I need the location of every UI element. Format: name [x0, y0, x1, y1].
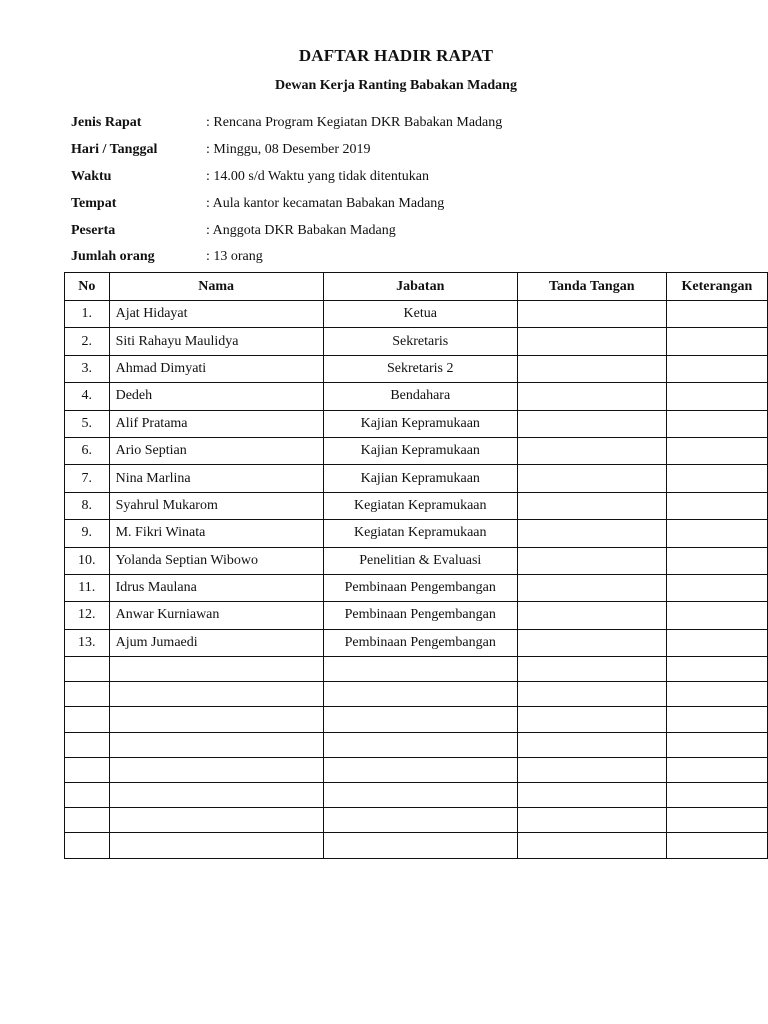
cell-jabatan: Kajian Kepramukaan — [323, 437, 517, 464]
cell-jabatan: Sekretaris 2 — [323, 355, 517, 382]
table-row — [65, 383, 768, 410]
table-row — [65, 629, 768, 656]
cell-nama: M. Fikri Winata — [109, 520, 323, 547]
table-row — [65, 465, 768, 492]
info-value: : 14.00 s/d Waktu yang tidak ditentukan — [206, 168, 429, 184]
info-row — [71, 164, 731, 191]
cell-tanda-tangan — [517, 383, 666, 410]
cell-no: 1. — [65, 301, 110, 328]
cell-jabatan — [323, 833, 517, 858]
empty-table-row — [65, 682, 768, 707]
cell-jabatan: Sekretaris — [323, 328, 517, 355]
cell-jabatan — [323, 657, 517, 682]
cell-no — [65, 707, 110, 732]
info-row — [71, 190, 731, 217]
cell-jabatan: Kajian Kepramukaan — [323, 410, 517, 437]
table-row — [65, 574, 768, 601]
cell-nama: Anwar Kurniawan — [109, 602, 323, 629]
cell-jabatan: Kegiatan Kepramukaan — [323, 520, 517, 547]
info-label: Hari / Tanggal — [71, 142, 158, 158]
info-label: Tempat — [71, 195, 117, 211]
table-row — [65, 547, 768, 574]
cell-tanda-tangan — [517, 492, 666, 519]
cell-jabatan: Kegiatan Kepramukaan — [323, 492, 517, 519]
cell-nama: Ario Septian — [109, 437, 323, 464]
empty-table-row — [65, 732, 768, 757]
empty-table-row — [65, 707, 768, 732]
cell-tanda-tangan — [517, 757, 666, 782]
cell-nama — [109, 657, 323, 682]
header-jabatan: Jabatan — [323, 273, 517, 301]
cell-jabatan: Pembinaan Pengembangan — [323, 574, 517, 601]
header-no: No — [65, 273, 110, 301]
info-row — [71, 217, 731, 244]
cell-keterangan — [666, 629, 767, 656]
table-header-row — [65, 273, 768, 301]
info-value: : Minggu, 08 Desember 2019 — [206, 142, 371, 158]
cell-tanda-tangan — [517, 574, 666, 601]
cell-keterangan — [666, 602, 767, 629]
cell-tanda-tangan — [517, 465, 666, 492]
cell-keterangan — [666, 492, 767, 519]
cell-keterangan — [666, 707, 767, 732]
cell-keterangan — [666, 574, 767, 601]
cell-nama: Ajum Jumaedi — [109, 629, 323, 656]
cell-no: 7. — [65, 465, 110, 492]
empty-table-row — [65, 833, 768, 858]
table-row — [65, 355, 768, 382]
cell-jabatan: Ketua — [323, 301, 517, 328]
cell-nama — [109, 833, 323, 858]
cell-tanda-tangan — [517, 732, 666, 757]
cell-keterangan — [666, 355, 767, 382]
cell-no — [65, 808, 110, 833]
cell-no: 9. — [65, 520, 110, 547]
cell-keterangan — [666, 383, 767, 410]
info-value: : Aula kantor kecamatan Babakan Madang — [206, 195, 445, 211]
cell-nama: Nina Marlina — [109, 465, 323, 492]
cell-tanda-tangan — [517, 355, 666, 382]
cell-jabatan — [323, 783, 517, 808]
attendance-table — [64, 272, 768, 859]
cell-nama — [109, 682, 323, 707]
cell-tanda-tangan — [517, 328, 666, 355]
cell-tanda-tangan — [517, 833, 666, 858]
cell-tanda-tangan — [517, 410, 666, 437]
cell-keterangan — [666, 328, 767, 355]
cell-nama: Yolanda Septian Wibowo — [109, 547, 323, 574]
cell-keterangan — [666, 833, 767, 858]
cell-no — [65, 757, 110, 782]
info-row — [71, 244, 731, 271]
cell-jabatan — [323, 682, 517, 707]
cell-no — [65, 657, 110, 682]
cell-keterangan — [666, 520, 767, 547]
info-row — [71, 110, 731, 137]
cell-nama — [109, 808, 323, 833]
cell-no — [65, 833, 110, 858]
cell-nama — [109, 757, 323, 782]
cell-jabatan: Pembinaan Pengembangan — [323, 629, 517, 656]
cell-tanda-tangan — [517, 707, 666, 732]
cell-no: 3. — [65, 355, 110, 382]
cell-jabatan: Penelitian & Evaluasi — [323, 547, 517, 574]
header-tanda-tangan: Tanda Tangan — [517, 273, 666, 301]
cell-nama: Alif Pratama — [109, 410, 323, 437]
cell-nama — [109, 783, 323, 808]
cell-tanda-tangan — [517, 520, 666, 547]
table-row — [65, 602, 768, 629]
cell-tanda-tangan — [517, 629, 666, 656]
cell-keterangan — [666, 547, 767, 574]
cell-jabatan — [323, 808, 517, 833]
cell-no: 10. — [65, 547, 110, 574]
meeting-info — [71, 110, 731, 271]
cell-jabatan: Kajian Kepramukaan — [323, 465, 517, 492]
info-value: : 13 orang — [206, 249, 263, 265]
cell-keterangan — [666, 437, 767, 464]
cell-tanda-tangan — [517, 547, 666, 574]
table-row — [65, 437, 768, 464]
info-label: Jumlah orang — [71, 249, 155, 265]
cell-no — [65, 732, 110, 757]
header-nama: Nama — [109, 273, 323, 301]
cell-keterangan — [666, 783, 767, 808]
cell-tanda-tangan — [517, 783, 666, 808]
cell-nama: Dedeh — [109, 383, 323, 410]
cell-tanda-tangan — [517, 301, 666, 328]
header-keterangan: Keterangan — [666, 273, 767, 301]
cell-no: 13. — [65, 629, 110, 656]
table-row — [65, 520, 768, 547]
info-value: : Anggota DKR Babakan Madang — [206, 222, 396, 238]
cell-keterangan — [666, 465, 767, 492]
cell-keterangan — [666, 808, 767, 833]
cell-no: 8. — [65, 492, 110, 519]
cell-tanda-tangan — [517, 437, 666, 464]
info-row — [71, 137, 731, 164]
cell-keterangan — [666, 682, 767, 707]
cell-tanda-tangan — [517, 657, 666, 682]
table-row — [65, 410, 768, 437]
cell-tanda-tangan — [517, 808, 666, 833]
cell-tanda-tangan — [517, 602, 666, 629]
cell-nama: Ajat Hidayat — [109, 301, 323, 328]
info-label: Jenis Rapat — [71, 115, 142, 131]
table-row — [65, 328, 768, 355]
info-label: Waktu — [71, 168, 112, 184]
cell-no: 11. — [65, 574, 110, 601]
empty-table-row — [65, 657, 768, 682]
cell-nama — [109, 707, 323, 732]
cell-no: 4. — [65, 383, 110, 410]
cell-nama — [109, 732, 323, 757]
cell-jabatan: Pembinaan Pengembangan — [323, 602, 517, 629]
cell-jabatan: Bendahara — [323, 383, 517, 410]
cell-no: 2. — [65, 328, 110, 355]
cell-keterangan — [666, 657, 767, 682]
cell-no — [65, 682, 110, 707]
info-label: Peserta — [71, 222, 116, 238]
cell-nama: Siti Rahayu Maulidya — [109, 328, 323, 355]
cell-no — [65, 783, 110, 808]
cell-keterangan — [666, 410, 767, 437]
cell-jabatan — [323, 757, 517, 782]
cell-jabatan — [323, 707, 517, 732]
cell-nama: Idrus Maulana — [109, 574, 323, 601]
cell-no: 6. — [65, 437, 110, 464]
table-row — [65, 492, 768, 519]
cell-jabatan — [323, 732, 517, 757]
document-subtitle: Dewan Kerja Ranting Babakan Madang — [275, 78, 517, 93]
cell-keterangan — [666, 757, 767, 782]
cell-keterangan — [666, 732, 767, 757]
empty-table-row — [65, 757, 768, 782]
document-title: DAFTAR HADIR RAPAT — [298, 46, 494, 65]
table-body — [65, 301, 768, 859]
table-row — [65, 301, 768, 328]
cell-nama: Syahrul Mukarom — [109, 492, 323, 519]
cell-tanda-tangan — [517, 682, 666, 707]
cell-no: 12. — [65, 602, 110, 629]
cell-no: 5. — [65, 410, 110, 437]
cell-keterangan — [666, 301, 767, 328]
empty-table-row — [65, 808, 768, 833]
cell-nama: Ahmad Dimyati — [109, 355, 323, 382]
empty-table-row — [65, 783, 768, 808]
info-value: : Rencana Program Kegiatan DKR Babakan Madang — [206, 115, 503, 131]
